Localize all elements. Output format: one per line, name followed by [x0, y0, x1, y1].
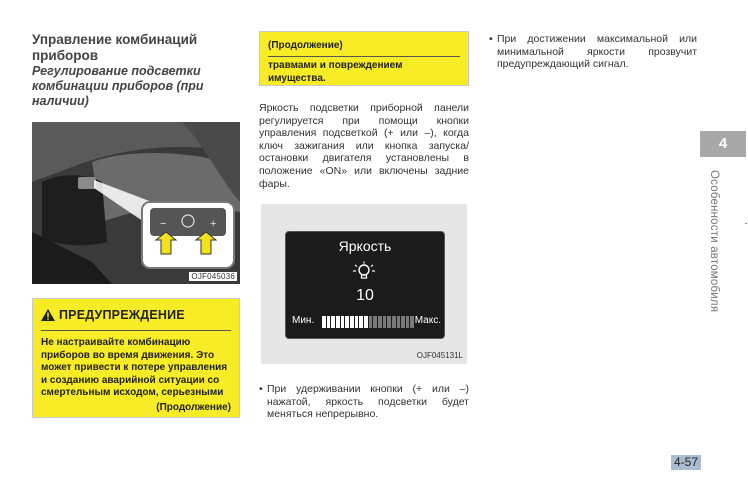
level-segment: [373, 316, 377, 328]
dashboard-illustration: [32, 122, 240, 284]
level-segment: [331, 316, 335, 328]
level-segment: [336, 316, 340, 328]
svg-text:+: +: [210, 218, 217, 230]
level-segment: [406, 316, 410, 328]
continued-heading: (Продолжение): [268, 40, 343, 51]
level-segment: [401, 316, 405, 328]
section-header: [32, 32, 240, 109]
level-segment: [397, 316, 401, 328]
bullet-dot: •: [259, 383, 263, 395]
dashboard-photo: [32, 122, 240, 284]
page-number: 4-57: [671, 455, 701, 470]
svg-text:−: −: [160, 218, 167, 230]
display-title: Яркость: [338, 238, 392, 254]
section-title: Управление комбинаций приборов: [32, 32, 198, 63]
level-segment: [364, 316, 368, 328]
figure-code: OJF045131L: [416, 351, 463, 360]
side-tick: [745, 223, 747, 224]
level-segment: [378, 316, 382, 328]
photo-code: OJF045036: [191, 272, 235, 281]
chapter-tab[interactable]: 4: [700, 131, 746, 157]
brightness-paragraph: Яркость подсветки приборной панели регулируется при помощи кнопки управления подсветкой (+ или –), когда ключ зажигания или кнопка запуска/остановки двигателя установлены в положение «ON» или включены задние фары.: [259, 102, 469, 190]
brightness-figure: [261, 204, 467, 364]
level-segment: [341, 316, 345, 328]
level-segment: [392, 316, 396, 328]
level-segment: [359, 316, 363, 328]
brightness-level-bar: [322, 316, 414, 328]
level-segment: [387, 316, 391, 328]
warning-box: [32, 298, 240, 418]
min-label: Мин.: [292, 315, 315, 326]
brightness-value: 10: [356, 287, 374, 304]
section-subtitle: Регулирование подсветки комбинации приборов (при наличии): [32, 64, 204, 108]
brightness-lamp-icon: [350, 261, 378, 283]
level-segment: [410, 316, 414, 328]
bullet-text: При достижении максимальной или минимальной яркости прозвучит предупреждающий сигнал.: [497, 33, 697, 71]
bullet-dot: •: [489, 33, 493, 45]
chapter-title: Особенности автомобиля: [708, 170, 720, 313]
level-segment: [322, 316, 326, 328]
bullet-hold-button: [259, 383, 469, 421]
level-segment: [350, 316, 354, 328]
warning-text: Не настраивайте комбинацию приборов во время движения. Это может привести к потере управления и созданию аварийной ситуации со смертельным исходом, серьезными: [41, 337, 228, 398]
level-segment: [345, 316, 349, 328]
cluster-display: [285, 231, 445, 339]
bullet-limit-signal: [489, 33, 697, 71]
max-label: Макс.: [414, 315, 441, 326]
level-segment: [327, 316, 331, 328]
warning-continued: (Продолжение): [156, 401, 231, 413]
continued-warning-box: [259, 31, 469, 86]
bullet-text: При удерживании кнопки (+ или –) нажатой, яркость подсветки будет меняться непрерывно.: [267, 383, 469, 421]
warning-header: [33, 299, 239, 322]
warning-heading: ПРЕДУПРЕЖДЕНИЕ: [59, 308, 185, 322]
level-segment: [355, 316, 359, 328]
level-segment: [369, 316, 373, 328]
continued-text: травмами и повреждением имущества.: [268, 60, 403, 84]
level-segment: [383, 316, 387, 328]
warning-triangle-icon: [41, 309, 55, 321]
